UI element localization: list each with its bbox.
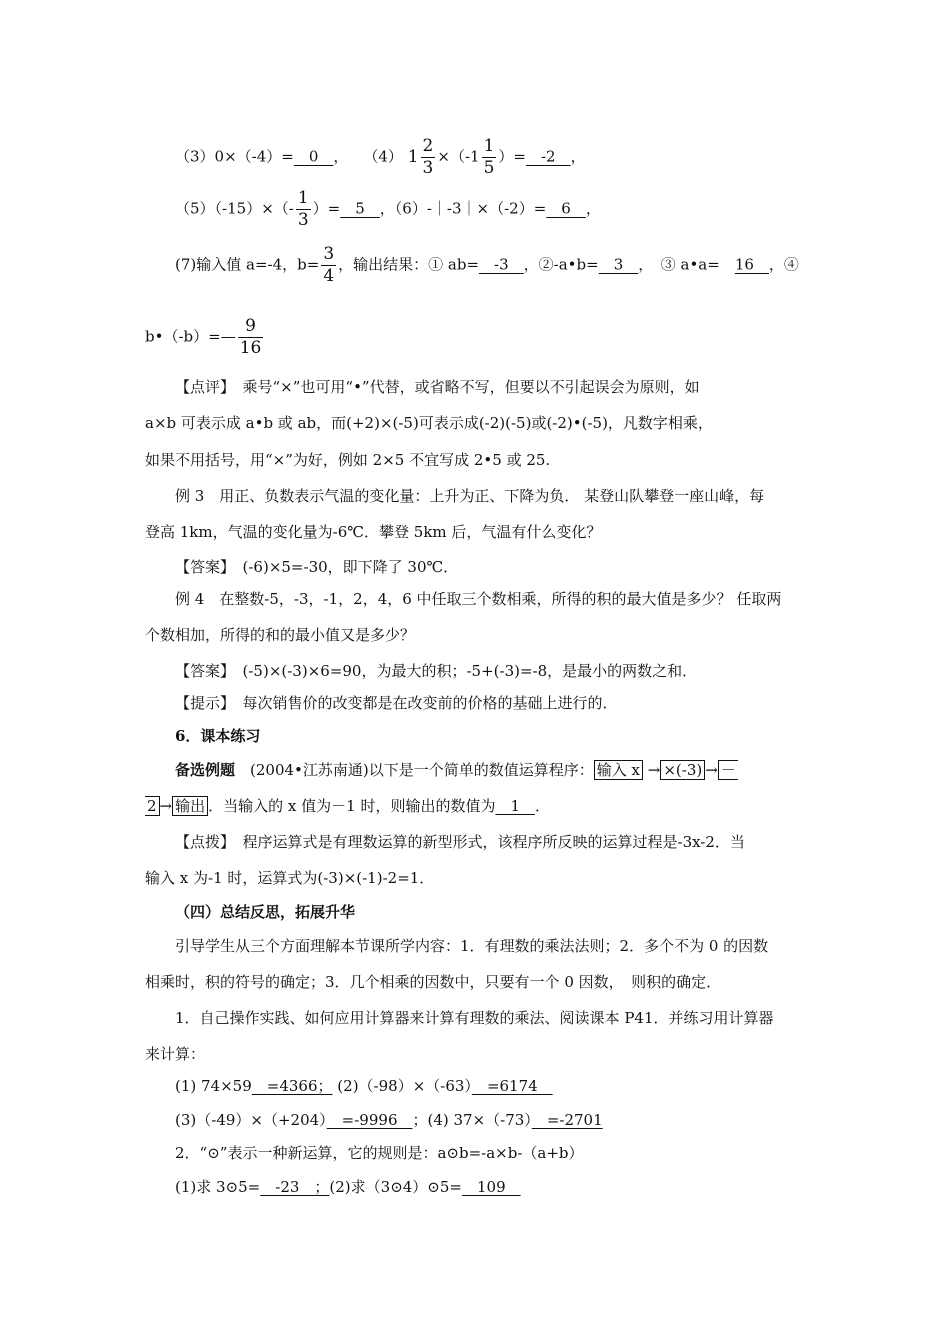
- multiply-box: ×(-3): [660, 760, 705, 780]
- denominator: 4: [323, 266, 335, 286]
- calc-expr-6: (2)求（3⊙4）⊙5=: [329, 1178, 462, 1196]
- answer-7-2: 3: [598, 255, 639, 274]
- fraction: [321, 246, 336, 285]
- punct: ，: [570, 147, 586, 166]
- fraction: [421, 138, 436, 177]
- exercise-line-5-6: [175, 190, 810, 229]
- fraction: [296, 190, 311, 229]
- dianbo-line-1: 【点拨】 程序运算式是有理数运算的新型形式，该程序所反映的运算过程是-3x-2．当: [175, 833, 745, 851]
- calc-answer-1: =4366；: [251, 1077, 333, 1095]
- input-x-box: 输入 x: [594, 760, 643, 780]
- backup-example-title: 备选例题: [175, 761, 236, 779]
- expr-5: （5）（-15）×（-: [175, 199, 294, 218]
- summary-line-2: 相乘时，积的符号的确定；3．几个相乘的因数中，只要有一个 0 因数， 则积的确定．: [145, 973, 722, 991]
- whole-part: 1: [407, 147, 419, 168]
- answer-4-line: 【答案】 (-5)×(-3)×6=90，为最大的积；-5+(-3)=-8，是最小的两数之和．: [175, 662, 698, 680]
- denominator: 3: [297, 210, 309, 230]
- expr-7-out3: ， ③ a•a=: [638, 255, 735, 274]
- expr-7-input: (7)输入值 a=-4，b=: [175, 255, 320, 274]
- minus-box-cont: 2: [145, 796, 160, 816]
- numerator: 9: [245, 316, 256, 336]
- example-4-line-2: 个数相加，所得的和的最小值又是多少？: [145, 626, 416, 644]
- calc-line-1: [175, 1077, 810, 1095]
- calc-expr-5: (1)求 3⊙5=: [175, 1178, 261, 1196]
- calc-answer-3: =-9996: [326, 1111, 413, 1129]
- expr-3: （3）0×（-4）=: [175, 147, 294, 166]
- comment-line-2: a×b 可表示成 a•b 或 ab，而(+2)×(-5)可表示成(-2)(-5)或(-2)•(-5)，凡数字相乘，: [145, 414, 713, 432]
- separator: ， （4）: [333, 147, 403, 166]
- comment-line-1: 【点评】 乘号“×”也可用“•”代替，或省略不写，但要以不引起误会为原则，如: [175, 378, 700, 396]
- practice-1-line-1: 1．自己操作实践、如何应用计算器来计算有理数的乘法、阅读课本 P41．并练习用计算器: [175, 1009, 774, 1027]
- calc-line-3: [175, 1178, 810, 1196]
- output-box: 输出: [172, 796, 208, 816]
- mixed-number: [408, 138, 438, 177]
- exercise-line-3-4: [175, 138, 810, 177]
- backup-example-line-1: [175, 761, 810, 779]
- arrow-icon: →: [159, 797, 173, 815]
- expr-6: ，（6）-｜-3｜×（-2）=: [379, 199, 547, 218]
- minus-box: －: [718, 760, 738, 780]
- punct: ．: [535, 797, 551, 815]
- backup-example-answer: 1: [495, 797, 535, 815]
- numerator: 1: [297, 188, 309, 208]
- calc-expr-2: (2)（-98）×（-63）: [337, 1077, 472, 1095]
- arrow-icon: →: [647, 761, 661, 779]
- answer-3-line: 【答案】 (-6)×5=-30，即下降了 30℃．: [175, 558, 459, 576]
- calc-expr-4: ；(4) 37×（-73）: [412, 1111, 532, 1129]
- dianbo-line-2: 输入 x 为-1 时，运算式为(-3)×(-1)-2=1．: [145, 869, 435, 887]
- numerator: 1: [483, 136, 495, 156]
- hint-line: 【提示】 每次销售价的改变都是在改变前的价格的基础上进行的．: [175, 694, 618, 712]
- calc-expr-3: (3)（-49）×（+204）: [175, 1111, 327, 1129]
- expr-7-out2: ，②-a•b=: [523, 255, 599, 274]
- answer-7-1: -3: [479, 255, 524, 274]
- answer-5: 5: [340, 199, 380, 218]
- answer-4: -2: [525, 147, 571, 166]
- calc-expr-1: (1) 74×59: [175, 1077, 252, 1095]
- example-3-line-1: 例 3 用正、负数表示气温的变化量：上升为正、下降为负． 某登山队攀登一座山峰，每: [175, 487, 765, 505]
- equals: ）=: [312, 199, 341, 218]
- exercise-line-8: [145, 318, 810, 357]
- exercise-line-7: [175, 246, 810, 285]
- expr-4: ×（-1: [437, 147, 480, 166]
- denominator: 3: [422, 158, 434, 178]
- calc-line-2: [175, 1111, 810, 1129]
- punct: ，: [585, 199, 601, 218]
- answer-6: 6: [546, 199, 586, 218]
- section-6-heading: 6．课本练习: [175, 727, 261, 745]
- expr-8: b•（-b）=—: [145, 327, 236, 346]
- summary-line-1: 引导学生从三个方面理解本节课所学内容：1．有理数的乘法法则；2．多个不为 0 的因数: [175, 937, 769, 955]
- denominator: 5: [483, 158, 495, 178]
- fraction: [482, 138, 497, 177]
- section-4-heading: （四）总结反思，拓展升华: [175, 903, 356, 921]
- numerator: 3: [323, 244, 335, 264]
- answer-3: 0: [293, 147, 334, 166]
- fraction: [238, 318, 264, 357]
- numerator: 2: [422, 136, 434, 156]
- calc-answer-4: =-2701: [531, 1111, 603, 1129]
- backup-example-line-2: [145, 797, 810, 815]
- arrow-icon: →: [705, 761, 718, 779]
- backup-example-text: (2004•江苏南通)以下是一个简单的数值运算程序：: [235, 761, 594, 779]
- calc-answer-5: -23 ；: [260, 1178, 330, 1196]
- expr-7-out4: ，④: [768, 255, 799, 274]
- comment-line-3: 如果不用括号，用“×”为好，例如 2×5 不宜写成 2•5 或 25.: [145, 451, 551, 469]
- practice-1-line-2: 来计算：: [145, 1045, 206, 1063]
- example-4-line-1: 例 4 在整数-5，-3，-1，2，4，6 中任取三个数相乘，所得的积的最大值是多少？ 任取两: [175, 590, 782, 608]
- equals: ）=: [498, 147, 526, 166]
- answer-7-3: 16: [734, 255, 769, 274]
- backup-example-question: ．当输入的 x 值为－1 时，则输出的数值为: [208, 797, 496, 815]
- example-3-line-2: 登高 1km，气温的变化量为-6℃．攀登 5km 后，气温有什么变化？: [145, 523, 602, 541]
- expr-7-out1: ，输出结果：① ab=: [338, 255, 480, 274]
- calc-answer-2: =6174: [471, 1077, 553, 1095]
- practice-2-line: 2．“⊙”表示一种新运算，它的规则是：a⊙b=-a×b-（a+b）: [175, 1144, 584, 1162]
- denominator: 16: [239, 338, 262, 358]
- calc-answer-6: 109: [462, 1178, 521, 1196]
